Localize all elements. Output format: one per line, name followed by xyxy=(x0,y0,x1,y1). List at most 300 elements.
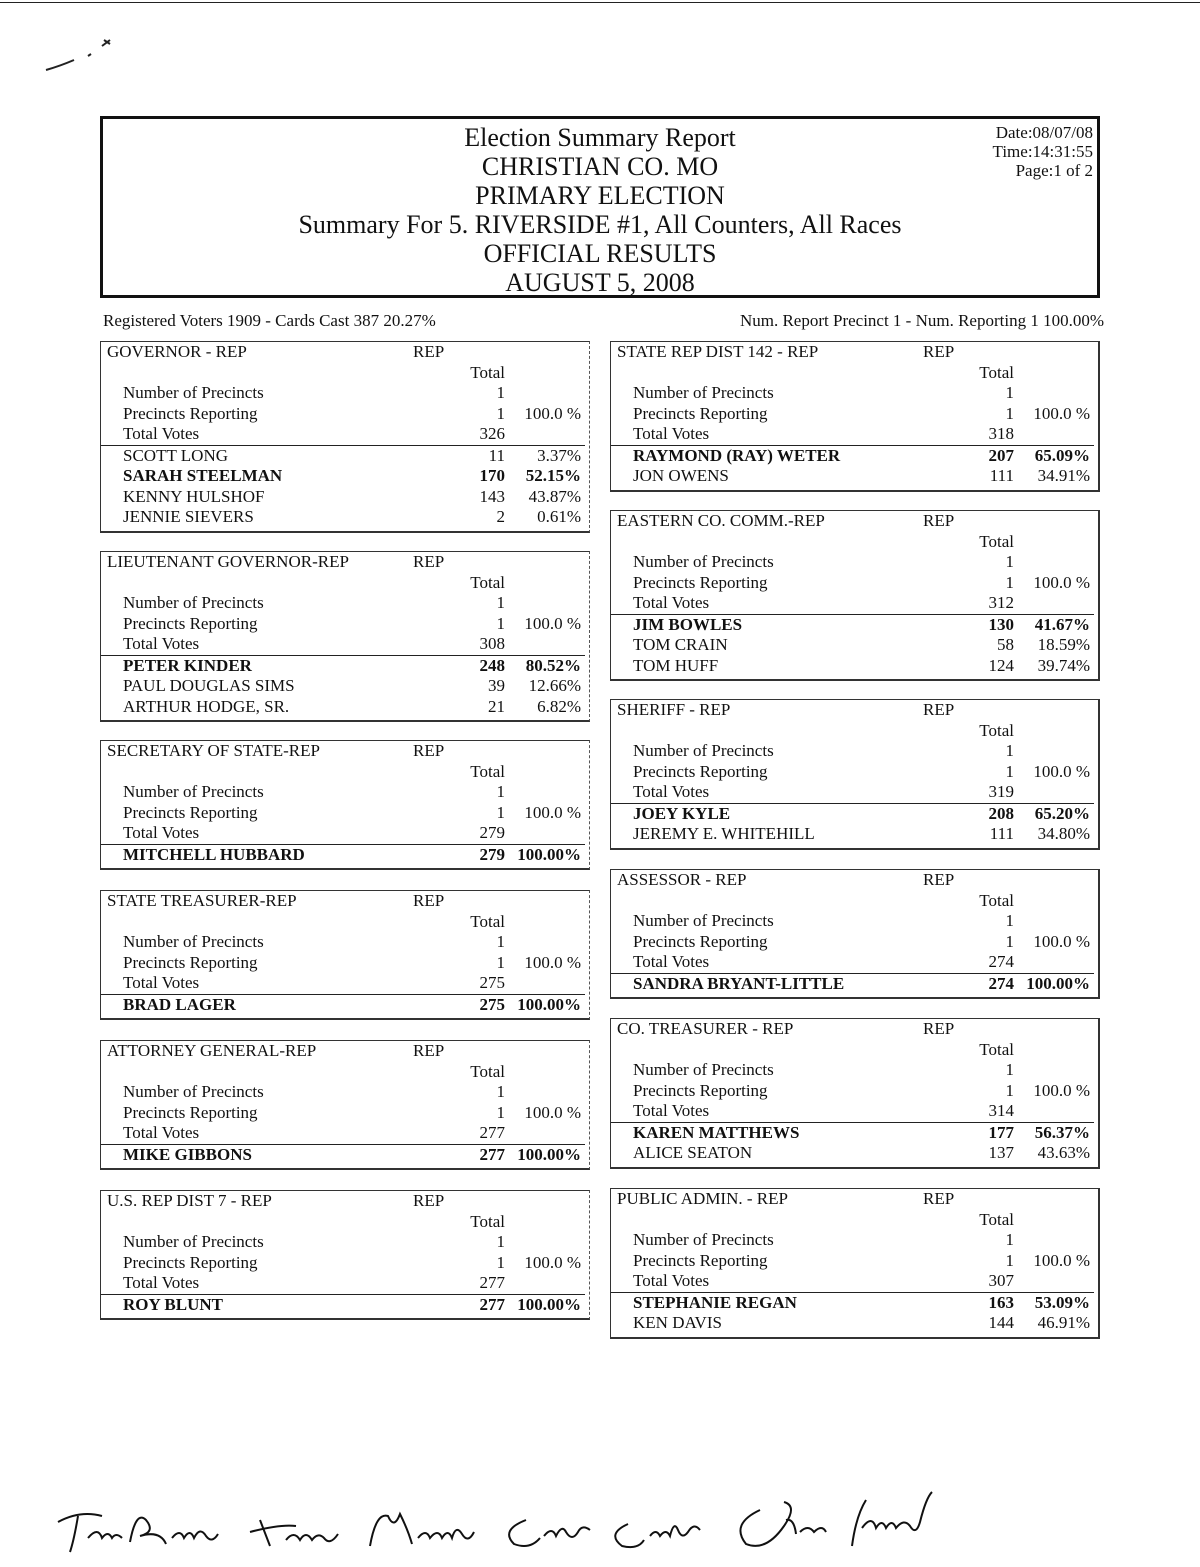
total-votes-row xyxy=(101,634,585,656)
candidate-row xyxy=(101,487,585,508)
precincts-reporting-value: 1 xyxy=(1005,1080,1014,1100)
candidate-percent: 65.20% xyxy=(1034,803,1090,823)
number-of-precincts-row xyxy=(611,1060,1094,1081)
precincts-reporting-value: 1 xyxy=(496,403,505,423)
candidate-row xyxy=(611,1123,1094,1144)
candidate-row xyxy=(611,1293,1094,1314)
total-votes-label: Total Votes xyxy=(633,1101,710,1120)
candidate-name: JIM BOWLES xyxy=(633,614,743,634)
number-of-precincts-label: Number of Precincts xyxy=(123,1082,264,1101)
race-title: CO. TREASURER - REP xyxy=(617,1019,794,1038)
candidate-percent: 34.80% xyxy=(1037,824,1090,843)
candidate-row xyxy=(611,615,1094,636)
total-votes-value: 319 xyxy=(988,782,1014,801)
number-of-precincts-label: Number of Precincts xyxy=(633,1060,774,1079)
number-of-precincts-label: Number of Precincts xyxy=(123,932,264,951)
party-label: REP xyxy=(413,552,445,571)
candidate-votes: 130 xyxy=(988,614,1014,634)
total-votes-value: 326 xyxy=(479,424,505,443)
race-title-row xyxy=(611,1019,1094,1040)
race-box-attorney-general xyxy=(100,1040,590,1170)
precincts-reporting-value: 1 xyxy=(1005,1250,1014,1270)
precincts-reporting-value: 1 xyxy=(1005,403,1014,423)
precincts-reporting-percent: 100.0 % xyxy=(524,1252,581,1272)
total-header-row xyxy=(611,891,1094,912)
precincts-reporting-row xyxy=(611,1081,1094,1102)
precincts-reporting-percent: 100.0 % xyxy=(1033,1250,1090,1270)
candidate-percent: 41.67% xyxy=(1034,614,1090,634)
candidate-percent: 46.91% xyxy=(1037,1313,1090,1332)
race-box-eastern-comm xyxy=(610,510,1100,681)
total-column-header: Total xyxy=(470,362,505,382)
candidate-name: SANDRA BRYANT-LITTLE xyxy=(633,973,845,993)
precincts-reporting-label: Precincts Reporting xyxy=(633,1080,768,1100)
race-title: SECRETARY OF STATE-REP xyxy=(107,741,320,760)
precincts-reporting-percent: 100.0 % xyxy=(1033,931,1090,951)
race-title-row xyxy=(611,511,1094,532)
party-label: REP xyxy=(413,741,445,760)
total-header-row xyxy=(101,363,585,384)
candidate-name: JON OWENS xyxy=(633,466,729,485)
precincts-reporting-row xyxy=(611,762,1094,783)
report-header xyxy=(100,116,1100,298)
total-header-row xyxy=(611,532,1094,553)
candidate-name: JEREMY E. WHITEHILL xyxy=(633,824,815,843)
number-of-precincts-row xyxy=(611,1230,1094,1251)
total-votes-value: 308 xyxy=(479,634,505,653)
precincts-reporting-row xyxy=(611,1251,1094,1272)
number-of-precincts-label: Number of Precincts xyxy=(123,383,264,402)
race-title: GOVERNOR - REP xyxy=(107,342,247,361)
candidate-name: ARTHUR HODGE, SR. xyxy=(123,696,290,716)
candidate-percent: 100.00% xyxy=(517,844,581,864)
total-column-header: Total xyxy=(470,1211,505,1231)
total-header-row xyxy=(611,721,1094,742)
total-votes-value: 274 xyxy=(988,952,1014,971)
precincts-reporting-label: Precincts Reporting xyxy=(633,761,768,781)
candidate-row xyxy=(611,804,1094,825)
number-of-precincts-row xyxy=(611,383,1094,404)
race-title-row xyxy=(101,1191,585,1212)
candidate-percent: 100.00% xyxy=(517,994,581,1014)
precincts-reporting-label: Precincts Reporting xyxy=(123,1252,258,1272)
report-meta xyxy=(993,123,1093,180)
candidate-name: STEPHANIE REGAN xyxy=(633,1292,797,1312)
race-title: ASSESSOR - REP xyxy=(617,870,747,889)
candidate-name: KAREN MATTHEWS xyxy=(633,1122,800,1142)
county-name: CHRISTIAN CO. MO xyxy=(481,152,719,181)
candidate-row xyxy=(611,446,1094,467)
number-of-precincts-value: 1 xyxy=(496,782,505,801)
precincts-reporting-label: Precincts Reporting xyxy=(633,931,768,951)
total-votes-row xyxy=(611,593,1094,615)
total-votes-label: Total Votes xyxy=(633,952,710,971)
total-votes-label: Total Votes xyxy=(123,973,200,992)
race-title: STATE TREASURER-REP xyxy=(107,891,297,910)
number-of-precincts-label: Number of Precincts xyxy=(633,552,774,571)
precincts-reporting-label: Precincts Reporting xyxy=(123,1102,258,1122)
party-label: REP xyxy=(923,342,955,361)
number-of-precincts-label: Number of Precincts xyxy=(123,593,264,612)
precincts-reporting-row xyxy=(101,1103,585,1124)
race-title-row xyxy=(101,342,585,363)
candidate-percent: 100.00% xyxy=(517,1144,581,1164)
precincts-reporting-percent: 100.0 % xyxy=(524,403,581,423)
total-column-header: Total xyxy=(979,1039,1014,1059)
total-votes-label: Total Votes xyxy=(633,593,710,612)
total-votes-value: 314 xyxy=(988,1101,1014,1120)
election-date: AUGUST 5, 2008 xyxy=(505,268,695,297)
total-votes-label: Total Votes xyxy=(123,1273,200,1292)
precincts-reporting-value: 1 xyxy=(496,613,505,633)
candidate-name: KENNY HULSHOF xyxy=(123,486,265,506)
race-title-row xyxy=(611,700,1094,721)
race-title: PUBLIC ADMIN. - REP xyxy=(617,1189,788,1208)
candidate-row xyxy=(101,697,585,718)
race-title: SHERIFF - REP xyxy=(617,700,731,719)
candidate-row xyxy=(101,1145,585,1166)
candidate-row xyxy=(101,676,585,697)
candidate-row xyxy=(101,446,585,467)
precincts-reporting-row xyxy=(101,1253,585,1274)
race-box-treasurer xyxy=(100,890,590,1020)
total-votes-row xyxy=(101,823,585,845)
candidate-percent: 80.52% xyxy=(525,655,581,675)
candidate-row xyxy=(101,1295,585,1316)
candidate-percent: 39.74% xyxy=(1037,655,1090,675)
candidate-votes: 144 xyxy=(988,1313,1014,1332)
race-title-row xyxy=(611,870,1094,891)
race-box-assessor xyxy=(610,869,1100,999)
report-date: Date:08/07/08 xyxy=(995,123,1093,142)
precincts-reporting-value: 1 xyxy=(1005,931,1014,951)
party-label: REP xyxy=(923,1019,955,1038)
candidate-votes: 2 xyxy=(496,507,505,526)
candidate-name: TOM CRAIN xyxy=(633,635,728,654)
number-of-precincts-value: 1 xyxy=(1005,1230,1014,1249)
total-header-row xyxy=(101,573,585,594)
party-label: REP xyxy=(413,342,445,361)
total-votes-value: 307 xyxy=(988,1271,1014,1290)
candidate-row xyxy=(611,635,1094,656)
candidate-name: ROY BLUNT xyxy=(123,1294,223,1314)
candidate-row xyxy=(101,466,585,487)
signature-lines xyxy=(40,1480,1000,1560)
precincts-reporting-percent: 100.0 % xyxy=(1033,1080,1090,1100)
party-label: REP xyxy=(923,700,955,719)
candidate-percent: 34.91% xyxy=(1037,466,1090,485)
precincts-reporting-label: Precincts Reporting xyxy=(123,613,258,633)
number-of-precincts-value: 1 xyxy=(1005,911,1014,930)
party-label: REP xyxy=(413,1041,445,1060)
candidate-votes: 21 xyxy=(488,696,505,716)
party-label: REP xyxy=(923,511,955,530)
race-box-us-rep xyxy=(100,1190,590,1320)
race-title-row xyxy=(101,891,585,912)
total-column-header: Total xyxy=(470,911,505,931)
total-column-header: Total xyxy=(979,720,1014,740)
number-of-precincts-row xyxy=(611,741,1094,762)
candidate-percent: 100.00% xyxy=(1026,973,1090,993)
total-votes-row xyxy=(611,1101,1094,1123)
candidate-votes: 11 xyxy=(488,445,505,465)
race-box-state-rep xyxy=(610,341,1100,492)
race-title: ATTORNEY GENERAL-REP xyxy=(107,1041,317,1060)
total-column-header: Total xyxy=(979,1209,1014,1229)
candidate-percent: 18.59% xyxy=(1037,635,1090,654)
precincts-reporting-percent: 100.0 % xyxy=(524,613,581,633)
precincts-reporting-value: 1 xyxy=(1005,572,1014,592)
candidate-name: PAUL DOUGLAS SIMS xyxy=(123,676,295,695)
precincts-reporting-row xyxy=(611,932,1094,953)
candidate-name: JOEY KYLE xyxy=(633,803,731,823)
total-votes-value: 318 xyxy=(988,424,1014,443)
candidate-row xyxy=(101,995,585,1016)
total-column-header: Total xyxy=(470,1061,505,1081)
candidate-row xyxy=(611,1313,1094,1334)
candidate-percent: 43.87% xyxy=(528,486,581,506)
candidate-row xyxy=(611,1143,1094,1164)
candidate-name: MIKE GIBBONS xyxy=(123,1144,252,1164)
precincts-reporting-percent: 100.0 % xyxy=(1033,403,1090,423)
candidate-percent: 53.09% xyxy=(1034,1292,1090,1312)
number-of-precincts-label: Number of Precincts xyxy=(633,1230,774,1249)
candidate-name: TOM HUFF xyxy=(633,655,719,675)
total-votes-row xyxy=(101,1123,585,1145)
candidate-votes: 177 xyxy=(988,1122,1014,1142)
page-number: Page:1 of 2 xyxy=(1015,161,1093,180)
candidate-percent: 100.00% xyxy=(517,1294,581,1314)
summary-scope: Summary For 5. RIVERSIDE #1, All Counters, All Races xyxy=(298,210,902,239)
candidate-row xyxy=(611,824,1094,845)
candidate-votes: 275 xyxy=(479,994,505,1014)
race-title-row xyxy=(101,741,585,762)
total-votes-label: Total Votes xyxy=(633,782,710,801)
total-votes-value: 312 xyxy=(988,593,1014,612)
total-header-row xyxy=(101,912,585,933)
candidate-votes: 58 xyxy=(997,635,1014,654)
race-title: STATE REP DIST 142 - REP xyxy=(617,342,819,361)
precincts-reporting-percent: 100.0 % xyxy=(524,1102,581,1122)
precincts-reporting-label: Precincts Reporting xyxy=(123,802,258,822)
precincts-reporting-row xyxy=(101,953,585,974)
precincts-reporting-value: 1 xyxy=(496,802,505,822)
total-header-row xyxy=(611,1040,1094,1061)
precincts-reporting-label: Precincts Reporting xyxy=(123,952,258,972)
total-column-header: Total xyxy=(470,761,505,781)
number-of-precincts-value: 1 xyxy=(1005,741,1014,760)
report-time: Time:14:31:55 xyxy=(992,142,1093,161)
precincts-reporting-row xyxy=(101,404,585,425)
candidate-name: ALICE SEATON xyxy=(633,1143,753,1162)
candidate-name: SARAH STEELMAN xyxy=(123,466,283,485)
total-votes-value: 277 xyxy=(479,1273,505,1292)
candidate-percent: 65.09% xyxy=(1034,445,1090,465)
total-votes-row xyxy=(101,424,585,446)
precincts-reporting-row xyxy=(101,614,585,635)
race-box-lt-governor xyxy=(100,551,590,722)
number-of-precincts-label: Number of Precincts xyxy=(123,1232,264,1251)
total-votes-row xyxy=(101,973,585,995)
number-of-precincts-value: 1 xyxy=(496,932,505,951)
candidate-votes: 143 xyxy=(479,486,505,506)
precinct-report-summary: Num. Report Precinct 1 - Num. Reporting 1 100.00% xyxy=(739,311,1104,330)
precincts-reporting-percent: 100.0 % xyxy=(1033,761,1090,781)
candidate-votes: 248 xyxy=(479,655,505,675)
number-of-precincts-label: Number of Precincts xyxy=(633,383,774,402)
total-header-row xyxy=(101,762,585,783)
precincts-reporting-label: Precincts Reporting xyxy=(123,403,258,423)
candidate-name: MITCHELL HUBBARD xyxy=(123,844,305,864)
candidate-row xyxy=(101,507,585,528)
candidate-percent: 52.15% xyxy=(525,466,581,485)
candidate-name: JENNIE SIEVERS xyxy=(123,507,254,526)
candidate-name: BRAD LAGER xyxy=(123,994,236,1014)
candidate-percent: 56.37% xyxy=(1034,1122,1090,1142)
number-of-precincts-row xyxy=(101,932,585,953)
election-type: PRIMARY ELECTION xyxy=(475,181,725,210)
precincts-reporting-label: Precincts Reporting xyxy=(633,572,768,592)
race-box-sec-state xyxy=(100,740,590,870)
total-column-header: Total xyxy=(979,531,1014,551)
header-title-block xyxy=(103,123,1097,297)
party-label: REP xyxy=(413,1191,445,1210)
number-of-precincts-row xyxy=(611,552,1094,573)
candidate-votes: 39 xyxy=(488,676,505,695)
total-column-header: Total xyxy=(979,362,1014,382)
total-votes-label: Total Votes xyxy=(123,634,200,653)
candidate-percent: 6.82% xyxy=(537,696,581,716)
candidate-name: PETER KINDER xyxy=(123,655,252,675)
number-of-precincts-row xyxy=(101,593,585,614)
precincts-reporting-label: Precincts Reporting xyxy=(633,1250,768,1270)
number-of-precincts-label: Number of Precincts xyxy=(123,782,264,801)
precincts-reporting-row xyxy=(611,573,1094,594)
precincts-reporting-percent: 100.0 % xyxy=(524,952,581,972)
total-votes-row xyxy=(101,1273,585,1295)
total-votes-row xyxy=(611,952,1094,974)
race-title: EASTERN CO. COMM.-REP xyxy=(617,511,825,530)
candidate-votes: 274 xyxy=(988,973,1014,993)
candidate-votes: 163 xyxy=(988,1292,1014,1312)
race-box-governor xyxy=(100,341,590,533)
results-status: OFFICIAL RESULTS xyxy=(483,239,717,268)
precincts-reporting-percent: 100.0 % xyxy=(1033,572,1090,592)
party-label: REP xyxy=(923,870,955,889)
number-of-precincts-value: 1 xyxy=(496,1082,505,1101)
scan-artifact-mark xyxy=(40,36,120,76)
number-of-precincts-label: Number of Precincts xyxy=(633,911,774,930)
total-column-header: Total xyxy=(470,572,505,592)
candidate-name: RAYMOND (RAY) WETER xyxy=(633,445,841,465)
total-header-row xyxy=(101,1062,585,1083)
number-of-precincts-value: 1 xyxy=(1005,383,1014,402)
party-label: REP xyxy=(923,1189,955,1208)
number-of-precincts-value: 1 xyxy=(496,383,505,402)
total-header-row xyxy=(101,1212,585,1233)
precincts-reporting-row xyxy=(611,404,1094,425)
report-title: Election Summary Report xyxy=(464,123,736,152)
top-rule xyxy=(0,2,1200,3)
candidate-name: SCOTT LONG xyxy=(123,445,228,465)
precincts-reporting-label: Precincts Reporting xyxy=(633,403,768,423)
candidate-percent: 43.63% xyxy=(1037,1143,1090,1162)
candidate-row xyxy=(101,656,585,677)
candidate-row xyxy=(101,845,585,866)
race-box-public-admin xyxy=(610,1188,1100,1339)
number-of-precincts-row xyxy=(611,911,1094,932)
total-votes-value: 279 xyxy=(479,823,505,842)
total-votes-label: Total Votes xyxy=(123,424,200,443)
total-votes-row xyxy=(611,1271,1094,1293)
precincts-reporting-value: 1 xyxy=(1005,761,1014,781)
candidate-votes: 124 xyxy=(988,655,1014,675)
race-box-co-treasurer xyxy=(610,1018,1100,1169)
total-votes-value: 275 xyxy=(479,973,505,992)
total-votes-label: Total Votes xyxy=(633,424,710,443)
candidate-votes: 277 xyxy=(479,1144,505,1164)
race-title-row xyxy=(101,1041,585,1062)
candidate-votes: 207 xyxy=(988,445,1014,465)
total-votes-row xyxy=(611,782,1094,804)
total-votes-label: Total Votes xyxy=(123,1123,200,1142)
race-title: U.S. REP DIST 7 - REP xyxy=(107,1191,272,1210)
candidate-row xyxy=(611,974,1094,995)
number-of-precincts-row xyxy=(101,383,585,404)
candidate-percent: 3.37% xyxy=(537,445,581,465)
total-header-row xyxy=(611,363,1094,384)
precincts-reporting-value: 1 xyxy=(496,1252,505,1272)
precincts-reporting-value: 1 xyxy=(496,952,505,972)
number-of-precincts-row xyxy=(101,782,585,803)
candidate-votes: 208 xyxy=(988,803,1014,823)
candidate-row xyxy=(611,466,1094,487)
race-title-row xyxy=(611,342,1094,363)
number-of-precincts-value: 1 xyxy=(1005,552,1014,571)
candidate-votes: 137 xyxy=(988,1143,1014,1162)
candidate-votes: 170 xyxy=(479,466,505,485)
race-title: LIEUTENANT GOVERNOR-REP xyxy=(107,552,349,571)
total-header-row xyxy=(611,1210,1094,1231)
candidate-votes: 111 xyxy=(989,824,1014,843)
total-column-header: Total xyxy=(979,890,1014,910)
candidate-votes: 111 xyxy=(989,466,1014,485)
precincts-reporting-value: 1 xyxy=(496,1102,505,1122)
candidate-votes: 277 xyxy=(479,1294,505,1314)
total-votes-label: Total Votes xyxy=(123,823,200,842)
candidate-percent: 12.66% xyxy=(528,676,581,695)
total-votes-row xyxy=(611,424,1094,446)
race-title-row xyxy=(611,1189,1094,1210)
registered-voters-summary: Registered Voters 1909 - Cards Cast 387 20.27% xyxy=(103,311,436,330)
race-box-sheriff xyxy=(610,699,1100,850)
number-of-precincts-row xyxy=(101,1232,585,1253)
number-of-precincts-label: Number of Precincts xyxy=(633,741,774,760)
race-title-row xyxy=(101,552,585,573)
candidate-percent: 0.61% xyxy=(537,507,581,526)
candidate-votes: 279 xyxy=(479,844,505,864)
number-of-precincts-value: 1 xyxy=(1005,1060,1014,1079)
candidate-row xyxy=(611,656,1094,677)
total-votes-value: 277 xyxy=(479,1123,505,1142)
party-label: REP xyxy=(413,891,445,910)
candidate-name: KEN DAVIS xyxy=(633,1313,722,1332)
precincts-reporting-row xyxy=(101,803,585,824)
number-of-precincts-value: 1 xyxy=(496,593,505,612)
number-of-precincts-value: 1 xyxy=(496,1232,505,1251)
total-votes-label: Total Votes xyxy=(633,1271,710,1290)
number-of-precincts-row xyxy=(101,1082,585,1103)
